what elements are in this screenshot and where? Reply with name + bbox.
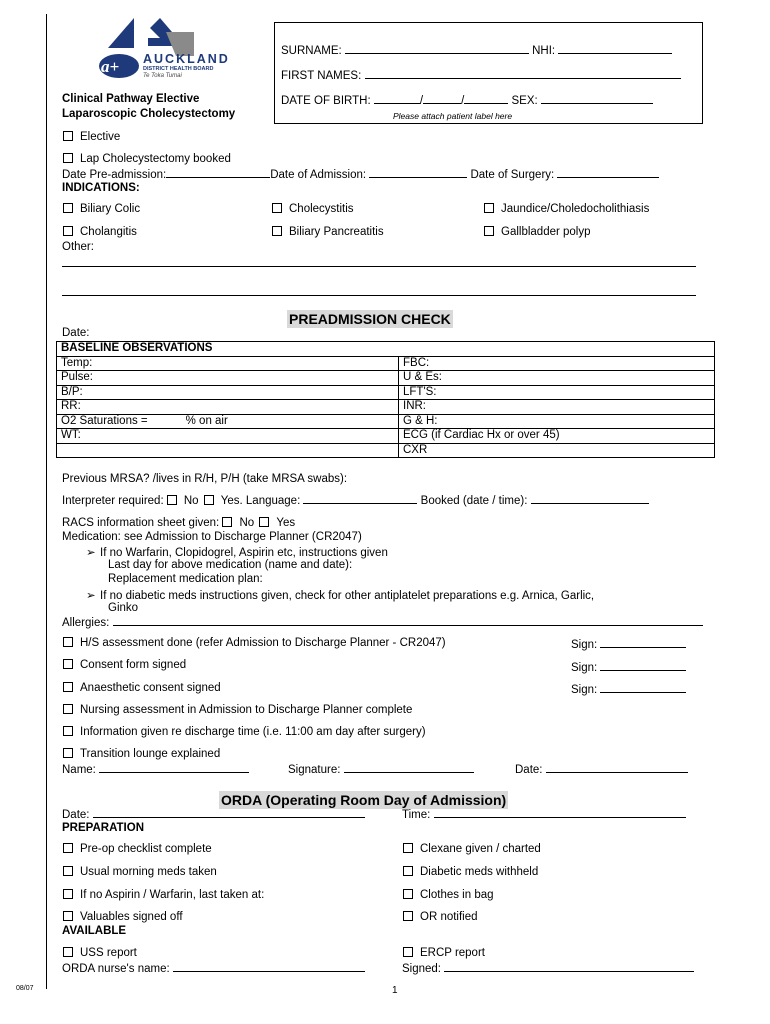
first-names-field[interactable]: FIRST NAMES: xyxy=(281,69,681,82)
checkbox-icon[interactable] xyxy=(63,131,73,141)
checkbox-icon[interactable] xyxy=(63,843,73,853)
other-line[interactable] xyxy=(62,266,696,267)
racs-row[interactable]: RACS information sheet given: No Yes xyxy=(62,517,296,529)
obs-cell[interactable]: INR: xyxy=(399,400,715,415)
mrsa-question: Previous MRSA? /lives in R/H, P/H (take MRSA swabs): xyxy=(62,473,348,485)
prep-checkbox[interactable]: Valuables signed off xyxy=(63,911,183,923)
checkbox-icon[interactable] xyxy=(63,704,73,714)
medication-label: Medication: see Admission to Discharge Planner (CR2047) xyxy=(62,531,362,543)
checkbox-icon[interactable] xyxy=(63,226,73,236)
table-row xyxy=(57,414,715,429)
preadmission-heading: PREADMISSION CHECK xyxy=(289,311,451,327)
checkbox-icon[interactable] xyxy=(272,226,282,236)
logo-tagline: Te Toka Tumai xyxy=(143,73,182,79)
logo-subtitle: DISTRICT HEALTH BOARD xyxy=(143,66,214,72)
table-row xyxy=(57,400,715,415)
obs-cell[interactable]: B/P: xyxy=(57,385,399,400)
indications-heading: INDICATIONS: xyxy=(62,182,140,194)
checkbox-icon[interactable] xyxy=(63,726,73,736)
anaesthetic-checkbox[interactable]: Anaesthetic consent signed xyxy=(63,682,221,694)
admission-dates-row[interactable]: Date Pre-admission: Date of Admission: Date of Surgery: xyxy=(62,168,659,181)
orda-signed-field[interactable]: Signed: xyxy=(402,962,694,975)
prep-checkbox[interactable]: If no Aspirin / Warfarin, last taken at: xyxy=(63,889,264,901)
obs-cell[interactable]: G & H: xyxy=(399,414,715,429)
checkbox-icon[interactable] xyxy=(272,203,282,213)
medication-item: ➢ If no diabetic meds instructions given, check for other antiplatelet preparations e.g. Arnica, Garlic, xyxy=(86,590,595,602)
prep-checkbox[interactable]: OR notified xyxy=(403,911,478,923)
prep-checkbox[interactable]: Pre-op checklist complete xyxy=(63,843,212,855)
baseline-heading: BASELINE OBSERVATIONS xyxy=(57,342,715,357)
lounge-checkbox[interactable]: Transition lounge explained xyxy=(63,748,220,760)
checkbox-icon[interactable] xyxy=(63,947,73,957)
checkbox-icon[interactable] xyxy=(403,843,413,853)
obs-cell[interactable] xyxy=(57,443,399,458)
medication-item: ➢ If no Warfarin, Clopidogrel, Aspirin etc, instructions given xyxy=(86,547,388,559)
checkbox-icon[interactable] xyxy=(63,153,73,163)
obs-cell[interactable]: RR: xyxy=(57,400,399,415)
surname-field[interactable]: SURNAME: NHI: xyxy=(281,44,672,57)
indication-checkbox[interactable]: Cholecystitis xyxy=(272,203,354,215)
checkbox-icon[interactable] xyxy=(403,947,413,957)
allergies-field[interactable]: Allergies: xyxy=(62,616,703,629)
obs-cell[interactable]: CXR xyxy=(399,443,715,458)
checkbox-icon[interactable] xyxy=(167,495,177,505)
name-field[interactable]: Name: xyxy=(62,763,249,776)
obs-cell[interactable]: Temp: xyxy=(57,356,399,371)
obs-cell[interactable]: FBC: xyxy=(399,356,715,371)
indication-checkbox[interactable]: Biliary Pancreatitis xyxy=(272,226,384,238)
medication-item: Last day for above medication (name and date): xyxy=(108,559,353,571)
checkbox-icon[interactable] xyxy=(63,911,73,921)
checkbox-icon[interactable] xyxy=(63,203,73,213)
other-label: Other: xyxy=(62,241,94,253)
checkbox-icon[interactable] xyxy=(63,748,73,758)
orda-date-field[interactable]: Date: xyxy=(62,808,365,821)
page-number: 1 xyxy=(392,985,398,996)
checkbox-icon[interactable] xyxy=(63,637,73,647)
obs-cell[interactable]: ECG (if Cardiac Hx or over 45) xyxy=(399,429,715,444)
other-line[interactable] xyxy=(62,295,696,296)
checkbox-icon[interactable] xyxy=(259,517,269,527)
form-title-line1: Clinical Pathway Elective xyxy=(62,93,200,105)
consent-checkbox[interactable]: Consent form signed xyxy=(63,659,186,671)
date-field[interactable]: Date: xyxy=(515,763,688,776)
nursing-checkbox[interactable]: Nursing assessment in Admission to Discharge Planner complete xyxy=(63,704,412,716)
table-row xyxy=(57,356,715,371)
indication-checkbox[interactable]: Gallbladder polyp xyxy=(484,226,591,238)
checkbox-icon[interactable] xyxy=(403,889,413,899)
logo-name: AUCKLAND xyxy=(143,52,230,66)
sign-field[interactable]: Sign: xyxy=(571,683,686,696)
checkbox-icon[interactable] xyxy=(63,659,73,669)
signature-field[interactable]: Signature: xyxy=(288,763,474,776)
obs-cell[interactable]: O2 Saturations = % on air xyxy=(57,414,399,429)
medication-item: Replacement medication plan: xyxy=(108,573,263,585)
orda-time-field[interactable]: Time: xyxy=(402,808,686,821)
checkbox-icon[interactable] xyxy=(484,203,494,213)
table-row xyxy=(57,385,715,400)
obs-cell[interactable]: LFT'S: xyxy=(399,385,715,400)
sign-field[interactable]: Sign: xyxy=(571,638,686,651)
baseline-observations-table xyxy=(56,341,715,458)
orda-heading: ORDA (Operating Room Day of Admission) xyxy=(221,792,507,808)
preparation-heading: PREPARATION xyxy=(62,822,144,834)
checkbox-icon[interactable] xyxy=(63,889,73,899)
indication-checkbox[interactable]: Cholangitis xyxy=(63,226,137,238)
checkbox-icon[interactable] xyxy=(63,682,73,692)
available-heading: AVAILABLE xyxy=(62,925,127,937)
obs-cell[interactable]: WT: xyxy=(57,429,399,444)
table-row xyxy=(57,429,715,444)
footer-code: 08/07 xyxy=(16,985,34,992)
checkbox-icon[interactable] xyxy=(222,517,232,527)
hs-assessment-checkbox[interactable]: H/S assessment done (refer Admission to Discharge Planner - CR2047) xyxy=(63,637,446,649)
orda-nurse-field[interactable]: ORDA nurse's name: xyxy=(62,962,365,975)
booked-checkbox[interactable]: Lap Cholecystectomy booked xyxy=(63,153,231,165)
checkbox-icon[interactable] xyxy=(204,495,214,505)
table-row xyxy=(57,443,715,458)
uss-checkbox[interactable]: USS report xyxy=(63,947,137,959)
logo-badge: a+ xyxy=(101,57,120,76)
sign-field[interactable]: Sign: xyxy=(571,661,686,674)
prep-checkbox[interactable]: Diabetic meds withheld xyxy=(403,866,538,878)
obs-cell[interactable]: U & Es: xyxy=(399,371,715,386)
checkbox-icon[interactable] xyxy=(63,866,73,876)
prep-checkbox[interactable]: Usual morning meds taken xyxy=(63,866,217,878)
checkbox-icon[interactable] xyxy=(403,866,413,876)
dob-field[interactable]: DATE OF BIRTH: / / SEX: xyxy=(281,94,653,107)
prep-checkbox[interactable]: Clothes in bag xyxy=(403,889,494,901)
checkbox-icon[interactable] xyxy=(403,911,413,921)
discharge-info-checkbox[interactable]: Information given re discharge time (i.e. 11:00 am day after surgery) xyxy=(63,726,426,738)
ercp-checkbox[interactable]: ERCP report xyxy=(403,947,485,959)
prep-checkbox[interactable]: Clexane given / charted xyxy=(403,843,541,855)
indication-checkbox[interactable]: Biliary Colic xyxy=(63,203,140,215)
elective-checkbox[interactable]: Elective xyxy=(63,131,120,143)
checkbox-icon[interactable] xyxy=(484,226,494,236)
patient-label-note: Please attach patient label here xyxy=(393,111,513,121)
table-row xyxy=(57,371,715,386)
preadmission-date-label: Date: xyxy=(62,327,90,339)
form-title-line2: Laparoscopic Cholecystectomy xyxy=(62,108,236,120)
indication-checkbox[interactable]: Jaundice/Choledocholithiasis xyxy=(484,203,649,215)
margin-rule xyxy=(46,14,47,989)
medication-item: Ginko xyxy=(108,602,139,614)
interpreter-row[interactable]: Interpreter required: No Yes. Language: Booked (date / time): xyxy=(62,494,649,507)
obs-cell[interactable]: Pulse: xyxy=(57,371,399,386)
